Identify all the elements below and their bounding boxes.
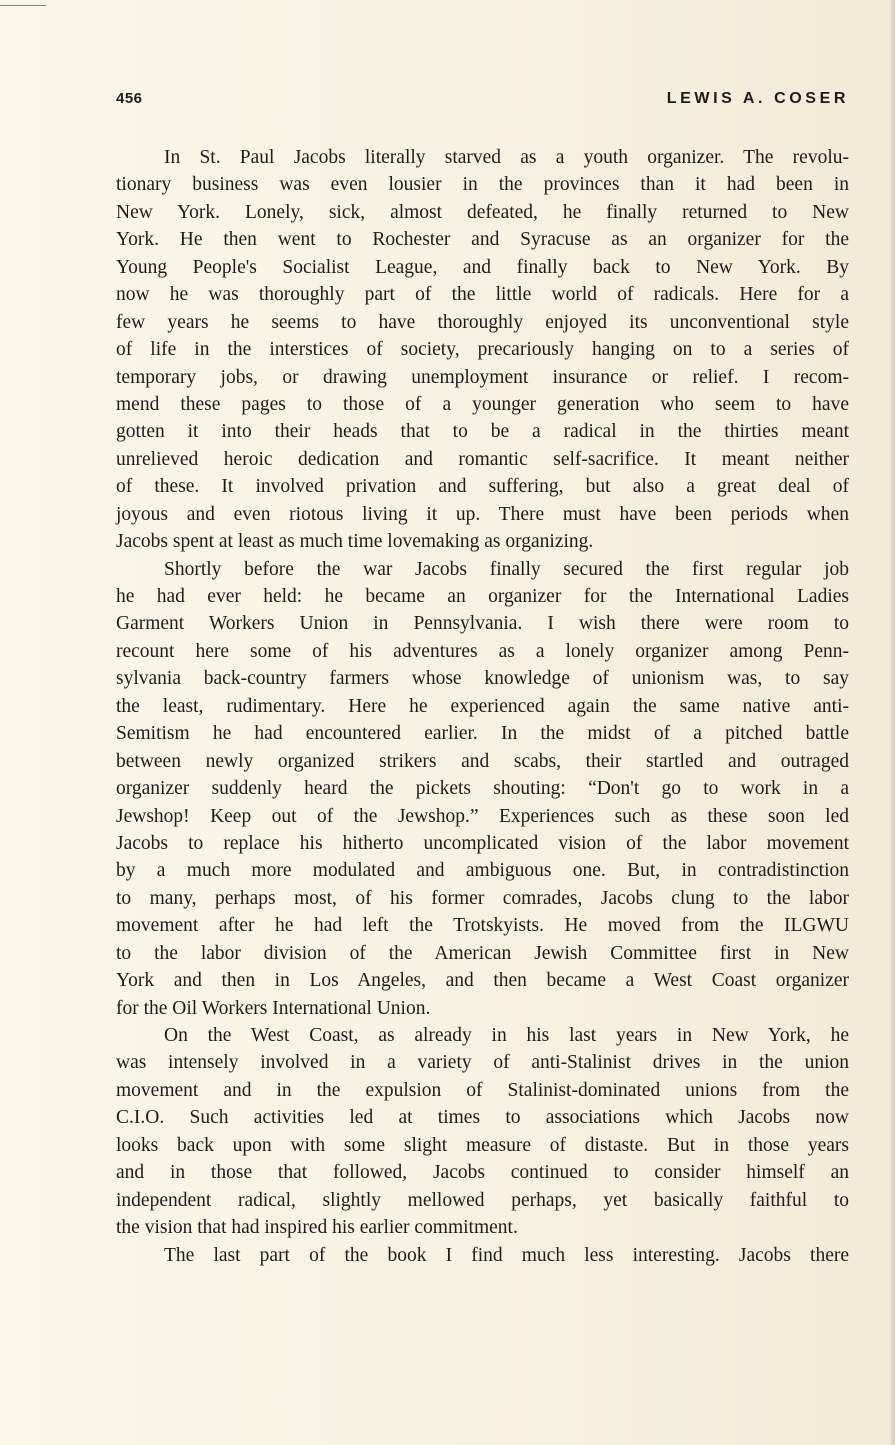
text-line: Jacobs spent at least as much time lovemaking as organizing. <box>116 531 594 553</box>
text-line: joyous and even riotous living it up. There must have been periods when <box>116 503 849 525</box>
text-line: unrelieved heroic dedication and romantic self-sacrifice. It meant neither <box>116 448 849 470</box>
text-line: Jacobs to replace his hitherto uncomplicated vision of the labor movement <box>116 832 849 854</box>
text-line: and in those that followed, Jacobs continued to consider himself an <box>116 1162 849 1184</box>
text-line: sylvania back-country farmers whose knowledge of unionism was, to say <box>116 668 849 690</box>
text-line: he had ever held: he became an organizer for the International Ladies <box>116 586 849 607</box>
text-line: by a much more modulated and ambiguous one. But, in contradistinction <box>116 860 849 882</box>
text-line: York. He then went to Rochester and Syracuse as an organizer for the <box>116 229 849 251</box>
page-edge-shadow <box>889 0 895 1445</box>
paragraph <box>116 556 849 1022</box>
text-line: movement after he had left the Trotskyists. He moved from the ILGWU <box>116 915 849 937</box>
text-line: the vision that had inspired his earlier commitment. <box>116 1217 518 1239</box>
text-line: for the Oil Workers International Union. <box>116 997 431 1019</box>
text-line: Young People's Socialist League, and finally back to New York. By <box>116 256 849 278</box>
paragraph <box>116 1242 849 1269</box>
text-line: now he was thoroughly part of the little world of radicals. Here for a <box>116 284 849 306</box>
text-line: temporary jobs, or drawing unemployment insurance or relief. I recom- <box>116 366 849 388</box>
running-head-author: LEWIS A. COSER <box>666 90 849 107</box>
text-line: Semitism he had encountered earlier. In the midst of a pitched battle <box>116 723 849 745</box>
text-line: independent radical, slightly mellowed perhaps, yet basically faithful to <box>116 1189 849 1211</box>
body-text <box>116 144 849 1269</box>
paragraph <box>116 144 849 556</box>
text-line: Jewshop! Keep out of the Jewshop.” Experiences such as these soon led <box>116 805 849 827</box>
text-line: gotten it into their heads that to be a radical in the thirties meant <box>116 421 849 443</box>
paragraph <box>116 1022 849 1242</box>
running-head <box>116 90 849 114</box>
text-line: movement and in the expulsion of Stalinist-dominated unions from the <box>116 1079 849 1101</box>
text-line: between newly organized strikers and scabs, their startled and outraged <box>116 750 849 772</box>
text-line: to many, perhaps most, of his former comrades, Jacobs clung to the labor <box>116 887 849 909</box>
text-line: On the West Coast, as already in his last years in New York, he <box>164 1025 849 1046</box>
text-line: few years he seems to have thoroughly enjoyed its unconventional style <box>116 311 849 333</box>
text-line: In St. Paul Jacobs literally starved as a youth organizer. The revolu- <box>164 147 849 168</box>
text-line: recount here some of his adventures as a lonely organizer among Penn- <box>116 640 849 662</box>
text-line: The last part of the book I find much less interesting. Jacobs there <box>164 1244 849 1266</box>
scan-edge-rule <box>0 5 46 6</box>
text-line: was intensely involved in a variety of anti-Stalinist drives in the union <box>116 1052 849 1074</box>
text-line: looks back upon with some slight measure of distaste. But in those years <box>116 1134 849 1156</box>
text-line: of these. It involved privation and suffering, but also a great deal of <box>116 476 849 498</box>
text-line: to the labor division of the American Jewish Committee first in New <box>116 942 849 964</box>
text-line: mend these pages to those of a younger generation who seem to have <box>116 393 849 415</box>
text-line: Shortly before the war Jacobs finally secured the first regular job <box>164 558 849 580</box>
text-line: the least, rudimentary. Here he experienced again the same native anti- <box>116 695 849 717</box>
text-line: tionary business was even lousier in the provinces than it had been in <box>116 174 849 196</box>
text-line: of life in the interstices of society, precariously hanging on to a series of <box>116 339 849 361</box>
text-line: organizer suddenly heard the pickets shouting: “Don't go to work in a <box>116 778 849 800</box>
text-line: Garment Workers Union in Pennsylvania. I wish there were room to <box>116 613 849 635</box>
text-line: C.I.O. Such activities led at times to associations which Jacobs now <box>116 1107 849 1129</box>
text-line: New York. Lonely, sick, almost defeated, he finally returned to New <box>116 201 849 223</box>
page-number: 456 <box>116 90 143 107</box>
text-line: York and then in Los Angeles, and then became a West Coast organizer <box>116 970 849 992</box>
